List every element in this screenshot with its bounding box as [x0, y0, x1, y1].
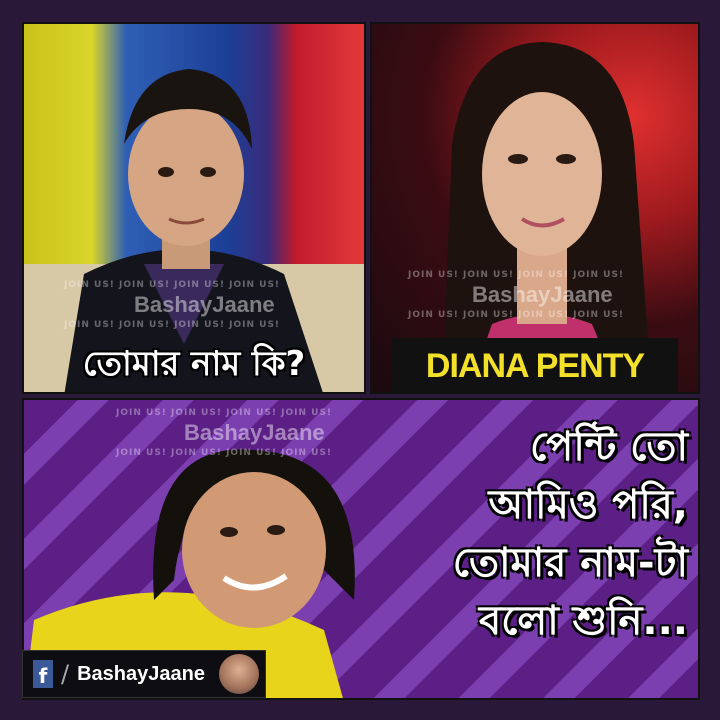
face [482, 92, 602, 256]
face [182, 472, 326, 628]
facebook-icon: f [33, 660, 53, 688]
quote-line: তোমার নাম-টা [452, 540, 688, 586]
name-caption: DIANA PENTY [392, 338, 678, 394]
quote-line: আমিও পরি, [488, 482, 688, 528]
watermark-text: JOIN US! JOIN US! JOIN US! JOIN US! [116, 448, 333, 458]
brand-bar[interactable] [22, 650, 266, 698]
separator-slash: / [61, 660, 70, 688]
watermark-text: JOIN US! JOIN US! JOIN US! JOIN US! [408, 310, 625, 320]
watermark-text: JOIN US! JOIN US! JOIN US! JOIN US! [408, 270, 625, 280]
watermark-text: JOIN US! JOIN US! JOIN US! JOIN US! [64, 280, 281, 290]
watermark-text: JOIN US! JOIN US! JOIN US! JOIN US! [116, 408, 333, 418]
watermark-brand: BashayJaane [134, 292, 275, 317]
watermark-brand: BashayJaane [472, 282, 613, 307]
quote-line: বলো শুনি... [478, 598, 688, 644]
watermark-brand: BashayJaane [184, 420, 325, 445]
watermark-text: JOIN US! JOIN US! JOIN US! JOIN US! [64, 320, 281, 330]
punchline-quote [370, 418, 688, 650]
avatar [219, 654, 259, 694]
page-name[interactable]: BashayJaane [77, 662, 205, 685]
quote-line: পেন্টি তো [529, 424, 688, 470]
question-caption: তোমার নাম কি? [82, 343, 306, 384]
